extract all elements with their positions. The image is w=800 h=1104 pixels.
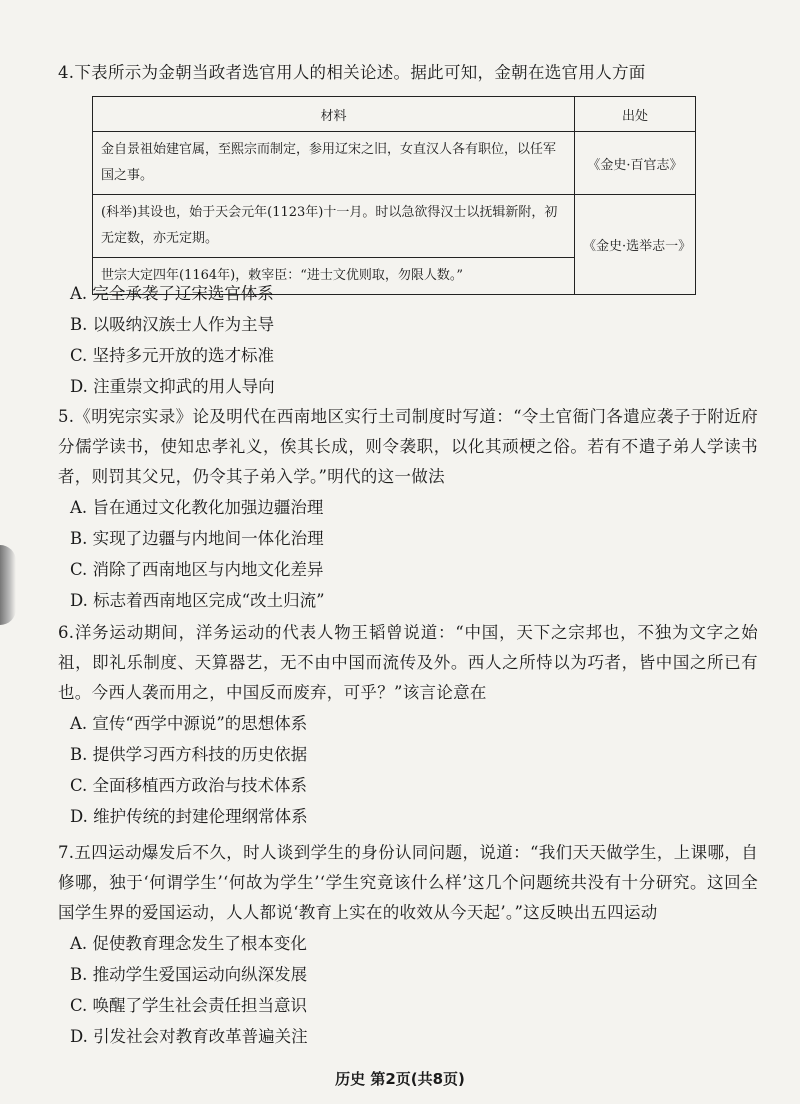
option-b[interactable]: B. 推动学生爱国运动向纵深发展	[70, 965, 308, 984]
option-a[interactable]: A. 旨在通过文化教化加强边疆治理	[70, 498, 324, 517]
question-7	[58, 838, 758, 1052]
option-d[interactable]: D. 维护传统的封建伦理纲常体系	[70, 807, 308, 826]
option-d[interactable]: D. 引发社会对教育改革普遍关注	[70, 1027, 308, 1046]
table-header-material: 材料	[93, 97, 575, 132]
question-5-stem: 5.《明宪宗实录》论及明代在西南地区实行土司制度时写道：“令土官衙门各遣应袭子于附近府分儒学读书，使知忠孝礼义，俟其长成，则令袭职，以化其顽梗之俗。若有不遣子弟人学读书者，则罚其父兄，仍令其子弟入学。”明代的这一做法	[58, 407, 758, 486]
question-6-stem: 6.洋务运动期间，洋务运动的代表人物王韬曾说道：“中国，天下之宗邦也，不独为文字之始祖，即礼乐制度、天算器艺，无不由中国而流传及外。西人之所恃以为巧者，皆中国之所已有也。今西人袭而用之，中国反而废弃，可乎？”该言论意在	[58, 623, 758, 702]
option-c[interactable]: C. 消除了西南地区与内地文化差异	[70, 560, 324, 579]
option-c[interactable]: C. 全面移植西方政治与技术体系	[70, 776, 308, 795]
option-d[interactable]: D. 标志着西南地区完成“改土归流”	[70, 591, 325, 610]
table-row	[93, 132, 696, 195]
option-a[interactable]: A. 完全承袭了辽宋选官体系	[70, 284, 274, 303]
question-4-stem: 4.下表所示为金朝当政者选官用人的相关论述。据此可知，金朝在选官用人方面	[58, 63, 646, 82]
option-c[interactable]: C. 唤醒了学生社会责任担当意识	[70, 996, 308, 1015]
question-5	[58, 402, 758, 616]
page-footer: 历史 第2页(共8页)	[335, 1070, 465, 1088]
option-b[interactable]: B. 实现了边疆与内地间一体化治理	[70, 529, 324, 548]
table-header-source: 出处	[575, 97, 696, 132]
material-table	[92, 96, 696, 295]
option-b[interactable]: B. 提供学习西方科技的历史依据	[70, 745, 308, 764]
option-d[interactable]: D. 注重崇文抑武的用人导向	[70, 377, 275, 396]
table-header-row	[93, 97, 696, 132]
table-cell-material: 金自景祖始建官属，至熙宗而制定，参用辽宋之旧，女直汉人各有职位，以任军国之事。	[93, 132, 575, 195]
option-a[interactable]: A. 促使教育理念发生了根本变化	[70, 934, 307, 953]
table-cell-material: (科举)其设也，始于天会元年(1123年)十一月。时以急欲得汉士以抚辑新附，初无定数，亦无定期。	[93, 195, 575, 258]
table-row	[93, 195, 696, 258]
option-c[interactable]: C. 坚持多元开放的选才标准	[70, 346, 275, 365]
question-7-stem: 7.五四运动爆发后不久，时人谈到学生的身份认同问题，说道：“我们天天做学生，上课哪，自修哪，独于‘何谓学生’‘何故为学生’‘学生究竟该什么样’这几个问题统共没有十分研究。这回全国学生界的爱国运动，人人都说‘教育上实在的收效从今天起’。”这反映出五四运动	[58, 843, 758, 922]
option-b[interactable]: B. 以吸纳汉族士人作为主导	[70, 315, 275, 334]
table-cell-material: 世宗大定四年(1164年)，敕宰臣：“进士文优则取，勿限人数。”	[93, 258, 575, 295]
scan-shadow	[0, 545, 16, 625]
table-cell-source: 《金史·百官志》	[575, 132, 696, 195]
option-a[interactable]: A. 宣传“西学中源说”的思想体系	[70, 714, 308, 733]
question-4-options	[58, 278, 758, 402]
table-cell-source: 《金史·选举志一》	[575, 195, 696, 295]
question-4	[58, 58, 758, 88]
question-6	[58, 618, 758, 832]
